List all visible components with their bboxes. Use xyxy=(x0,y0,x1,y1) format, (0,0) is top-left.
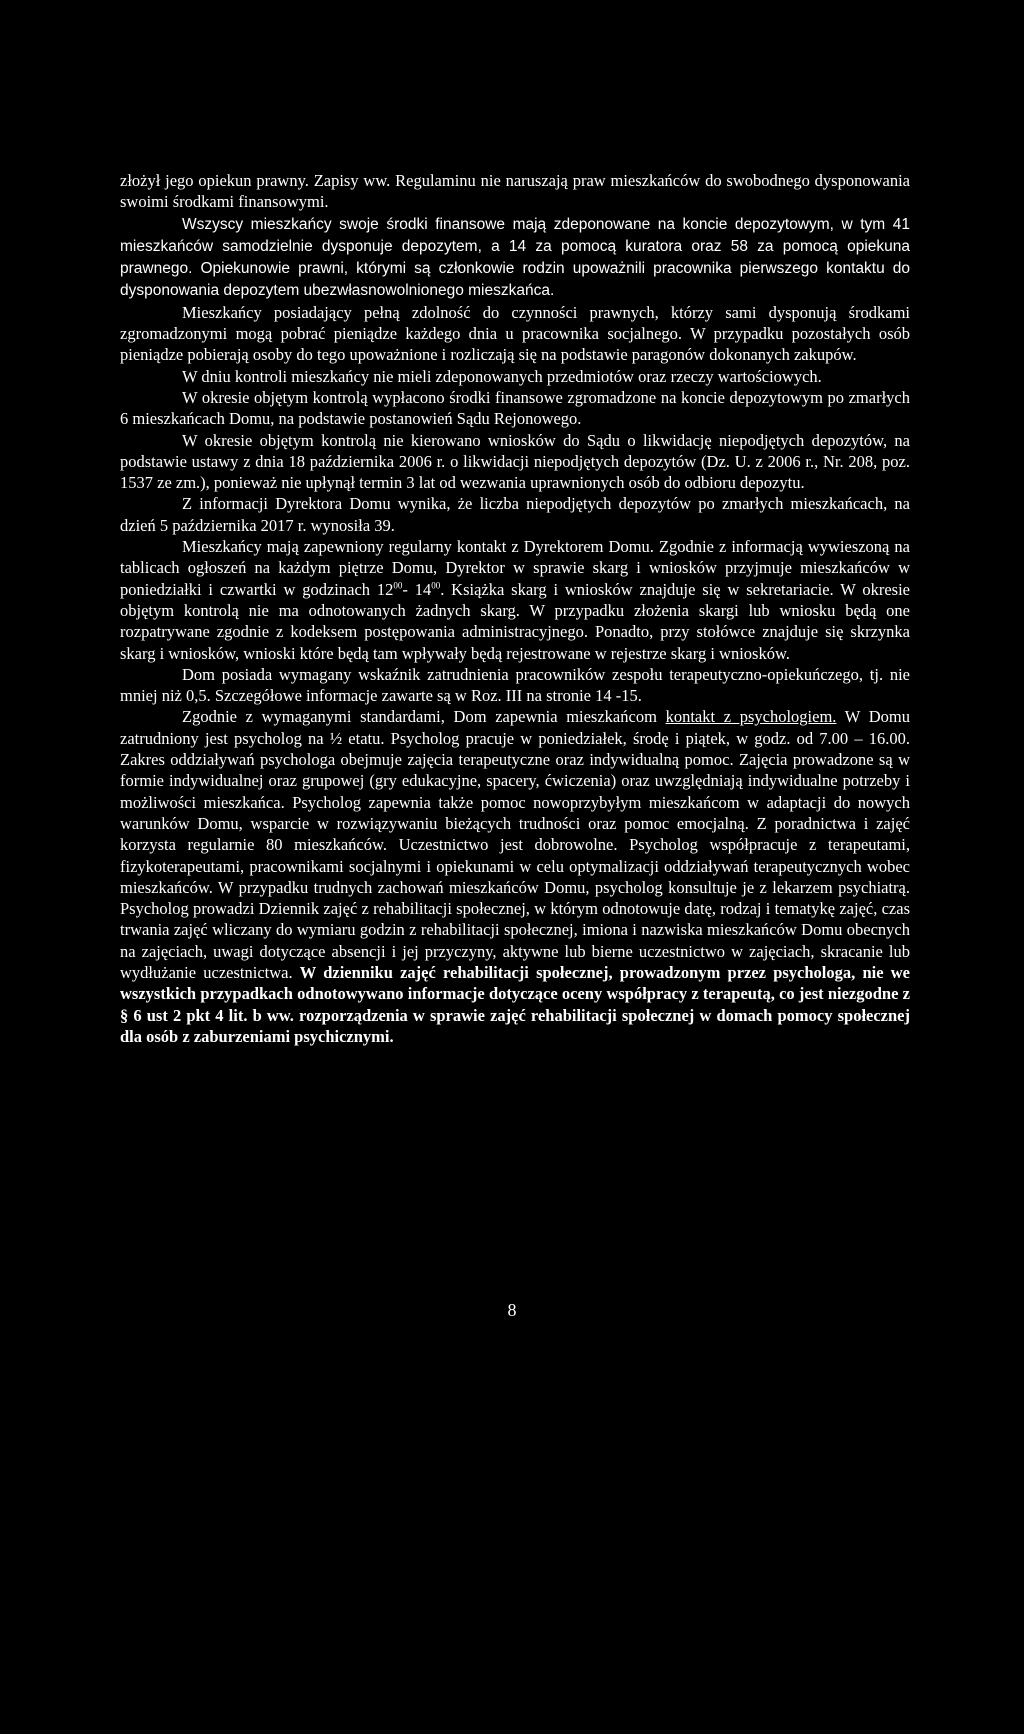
psychologist-contact-underlined: kontakt z psychologiem. xyxy=(665,707,837,727)
paragraph-2 xyxy=(120,213,910,302)
paragraph-10-part-1: Zgodnie z wymaganymi standardami, Dom zapewnia mieszkańcom xyxy=(182,707,666,727)
paragraph-4: W dniu kontroli mieszkańcy nie mieli zdeponowanych przedmiotów oraz rzeczy wartościowych. xyxy=(182,366,822,386)
paragraph-8-part-1: Mieszkańcy mają zapewniony regularny kontakt z Dyrektorem Domu. Zgodnie z informacją wywieszoną na tablicach ogłoszeń na każdym piętrze Domu, Dyrektor w sprawie skarg i wniosków przyjmuje mieszkańców w poniedziałki i czwartki w godzinach 12 xyxy=(120,537,910,599)
page-number: 8 xyxy=(507,1300,517,1320)
paragraph-2-text: Wszyscy mieszkańcy swoje środki finansowe mają zdeponowane na koncie depozytowym, w tym 41 mieszkańców samodzielnie dysponuje depozytem, a 14 za pomocą kuratora oraz 58 za pomocą opiekuna prawnego. Opiekunowie prawni, którymi są członkowie rodzin upoważnili pracownika pierwszego kontaktu do dysponowania depozytem ubezwłasnowolnionego mieszkańca. xyxy=(120,215,910,300)
paragraph-8 xyxy=(120,536,910,664)
paragraph-8-part-3: . Książka skarg i wniosków znajduje się w sekretariacie. W okresie objętym kontrolą nie ma odnotowanych żadnych skarg. W przypadku złożenia skargi lub wniosku będą one rozpatrywane zgodnie z kodeksem postępowania administracyjnego. Ponadto, przy stołówce znajduje się skrzynka skarg i wniosków, wnioski które będą tam wpływały będą rejestrowane w rejestrze skarg i wniosków. xyxy=(120,579,910,663)
paragraph-10-bold-finding: W dzienniku zajęć rehabilitacji społecznej, prowadzonym przez psychologa, nie we wszystkich przypadkach odnotowywano informacje dotyczące oceny współpracy z terapeutą, co jest niezgodne z § 6 ust 2 pkt 4 lit. b ww. rozporządzenia w sprawie zajęć rehabilitacji społecznej w domach pomocy społecznej dla osób z zaburzeniami psychicznymi. xyxy=(120,962,910,1046)
paragraph-7: Z informacji Dyrektora Domu wynika, że liczba niepodjętych depozytów po zmarłych mieszkańcach, na dzień 5 października 2017 r. wynosiła 39. xyxy=(120,494,910,535)
paragraph-10-part-2: W Domu zatrudniony jest psycholog na ½ etatu. Psycholog pracuje w poniedziałek, środę i piątek, w godz. od 7.00 – 16.00. Zakres oddziaływań psychologa obejmuje zajęcia terapeutyczne oraz indywidualną pomoc. Zajęcia prowadzone są w formie indywidualnej oraz grupowej (gry edukacyjne, spacery, ćwiczenia) oraz uwzględniają indywidualne potrzeby i możliwości mieszkańca. Psycholog zapewnia także pomoc nowoprzybyłym mieszkańcom w adaptacji do nowych warunków Domu, wsparcie w rozwiązywaniu bieżących trudności oraz pomoc emocjalną. Z poradnictwa i zajęć korzysta regularnie 80 mieszkańców. Uczestnictwo jest dobrowolne. Psycholog współpracuje z terapeutami, fizykoterapeutami, pracownikami socjalnymi i opiekunami w celu optymalizacji oddziaływań terapeutycznych wobec mieszkańców. W przypadku trudnych zachowań mieszkańców Domu, psycholog konsultuje je z lekarzem psychiatrą. Psycholog prowadzi Dziennik zajęć z rehabilitacji społecznej, w którym odnotowuje datę, rodzaj i tematykę zajęć, czas trwania zajęć wliczany do wymiaru godzin z rehabilitacji społecznej, imiona i nazwiska mieszkańców Domu obecnych na zajęciach, uwagi dotyczące absencji i jej przyczyny, aktywne lub bierne uczestnictwo w zajęciach, skracanie lub wydłużanie uczestnictwa. xyxy=(120,707,911,982)
time-superscript-1: 00 xyxy=(393,580,403,591)
paragraph-10 xyxy=(120,706,910,1047)
paragraph-6: W okresie objętym kontrolą nie kierowano wniosków do Sądu o likwidację niepodjętych depozytów, na podstawie ustawy z dnia 18 października 2006 r. o likwidacji niepodjętych depozytów (Dz. U. z 2006 r., Nr. 208, poz. 1537 ze zm.), ponieważ nie upłynął termin 3 lat od wezwania uprawnionych osób do odbioru depozytu. xyxy=(120,430,910,493)
time-superscript-2: 00 xyxy=(431,580,441,591)
paragraph-1: złożył jego opiekun prawny. Zapisy ww. Regulaminu nie naruszają praw mieszkańców do swobodnego dysponowania swoimi środkami finansowymi. xyxy=(120,171,910,212)
paragraph-5: W okresie objętym kontrolą wypłacono środki finansowe zgromadzone na koncie depozytowym po zmarłych 6 mieszkańcach Domu, na podstawie postanowień Sądu Rejonowego. xyxy=(120,387,910,429)
paragraph-3: Mieszkańcy posiadający pełną zdolność do czynności prawnych, którzy sami dysponują środkami zgromadzonymi mogą pobrać pieniądze każdego dnia u pracownika socjalnego. W przypadku pozostałych osób pieniądze pobierają osoby do tego upoważnione i rozliczają się na podstawie paragonów dokonanych zakupów. xyxy=(120,302,910,365)
paragraph-8-part-2: - 14 xyxy=(402,579,432,599)
paragraph-9: Dom posiada wymagany wskaźnik zatrudnienia pracowników zespołu terapeutyczno-opiekuńczego, tj. nie mniej niż 0,5. Szczegółowe informacje zawarte są w Roz. III na stronie 14 -15. xyxy=(120,664,910,706)
document-body xyxy=(120,170,910,1047)
